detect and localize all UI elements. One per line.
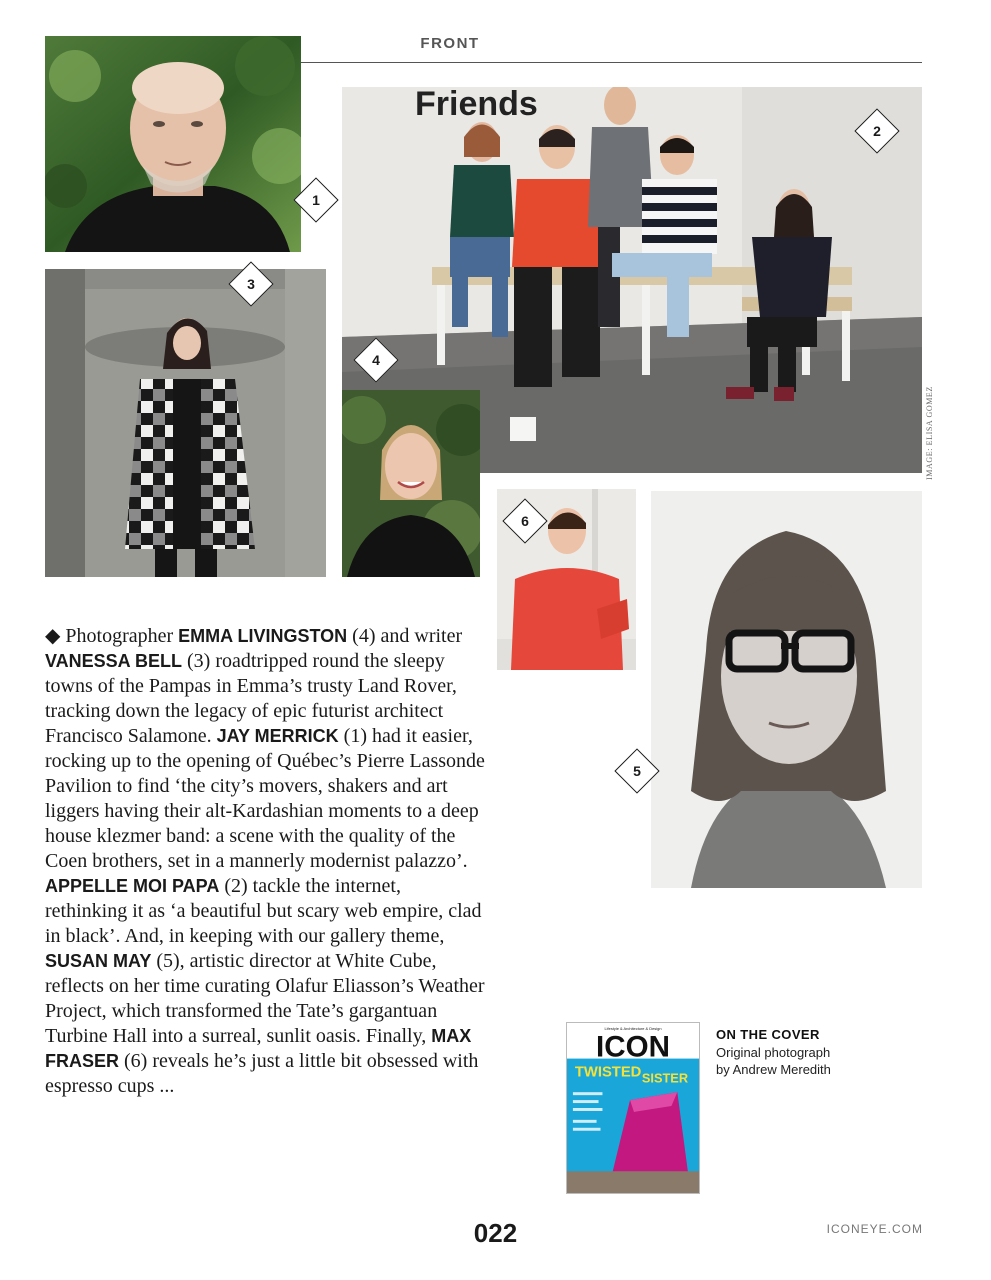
photo-susan-may bbox=[651, 491, 922, 888]
cover-heading: ON THE COVER bbox=[716, 1027, 820, 1042]
photo-credit bbox=[925, 380, 939, 480]
marker-6: 6 bbox=[509, 505, 541, 537]
photo-jay-merrick bbox=[45, 36, 301, 252]
photo-vanessa-bell bbox=[45, 269, 326, 577]
name-max-fraser: MAX FRASER bbox=[45, 1026, 472, 1071]
cover-caption-line-2: by Andrew Meredith bbox=[716, 1062, 831, 1077]
cover-headline-2: SISTER bbox=[641, 1070, 689, 1086]
article-body: ◆ Photographer EMMA LIVINGSTON (4) and writer VANESSA BELL (3) roadtripped round the sleepy towns of the Pampas in Emma’s trusty Land Rover, tracking down the legacy of epic futurist architect Francisco Salamone. JAY MERRICK (1) had it easier, rocking up to the opening of Québec’s Pierre Lassonde Pavilion to find ‘the city’s movers, shakers and art liggers having their alt-Kardashian moments to a deep house klezmer band: a scene with the quality of the Coen brothers, set in a mannerly modernist palazzo’. APPELLE MOI PAPA (2) tackle the internet, rethinking it as ‘a beautiful but scary web empire, clad in black’. And, in keeping with our gallery theme, SUSAN MAY (5), artistic director at White Cube, reflects on her time curating Olafur Eliasson’s Weather Project, which transformed the Tate’s gargantuan Turbine Hall into a surreal, sunlit oasis. Finally, MAX FRASER (6) reveals he’s just a little bit obsessed with espresso cups ... bbox=[45, 625, 485, 1097]
cover-kicker: Lifestyle & Architecture & Design bbox=[604, 1025, 662, 1031]
name-emma-livingston: EMMA LIVINGSTON bbox=[178, 626, 348, 646]
site-url: ICONEYE.COM bbox=[826, 1222, 923, 1236]
marker-4: 4 bbox=[360, 344, 392, 376]
marker-3: 3 bbox=[235, 268, 267, 300]
name-vanessa-bell: VANESSA BELL bbox=[45, 651, 183, 671]
marker-1: 1 bbox=[300, 184, 332, 216]
name-susan-may: SUSAN MAY bbox=[45, 951, 152, 971]
cover-caption-line-1: Original photograph bbox=[716, 1045, 831, 1060]
name-appelle-moi-papa: APPELLE MOI PAPA bbox=[45, 876, 220, 896]
photo-emma-livingston bbox=[342, 390, 480, 577]
cover-thumbnail bbox=[566, 1022, 700, 1194]
section-label: FRONT bbox=[420, 35, 480, 52]
bullet-diamond: ◆ bbox=[45, 625, 61, 647]
name-jay-merrick: JAY MERRICK bbox=[216, 726, 339, 746]
cover-masthead: ICON bbox=[596, 1030, 670, 1064]
cover-headline-1: TWISTED bbox=[574, 1064, 642, 1081]
marker-2: 2 bbox=[861, 115, 893, 147]
photo-credit-text: IMAGE: ELISA GOMEZ bbox=[925, 386, 934, 480]
header-rule bbox=[300, 62, 922, 63]
marker-5: 5 bbox=[621, 755, 653, 787]
page-title: Friends bbox=[415, 85, 538, 123]
page-number: 022 bbox=[473, 1218, 518, 1248]
